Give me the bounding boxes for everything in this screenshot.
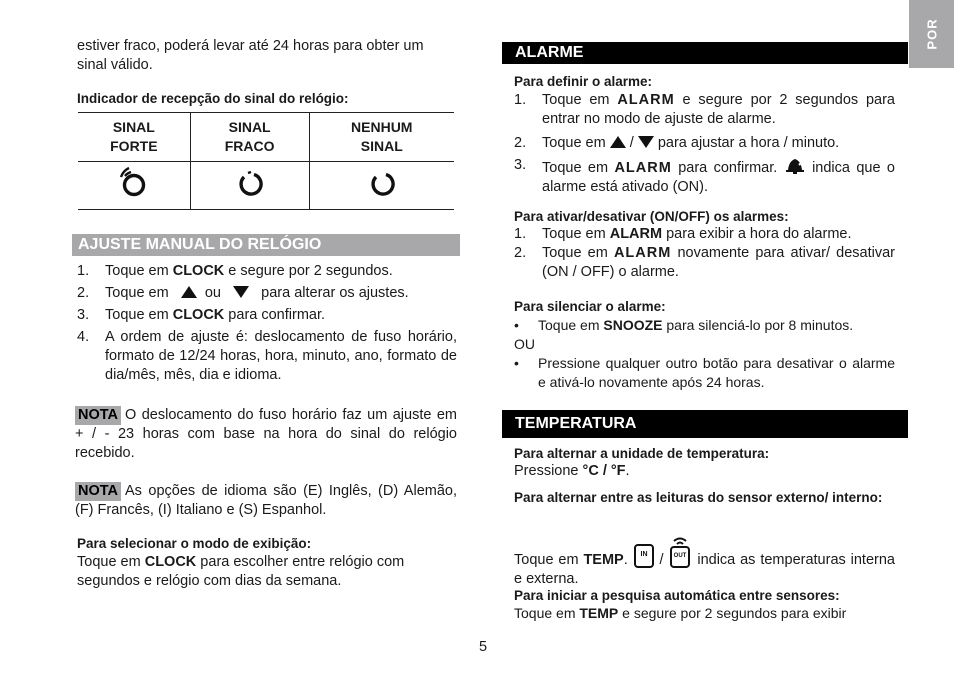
list-item: • Pressione qualquer outro botão para desativar o alarme e ativá-lo novamente após 24 horas. [514,355,895,390]
svg-text:OUT: OUT [674,553,687,559]
outdoor-icon [668,535,692,569]
svg-text:IN: IN [640,551,648,558]
alarm-header: ALARME [502,42,908,64]
manual-adjust-header: AJUSTE MANUAL DO RELÓGIO [72,234,460,256]
temperature-header: TEMPERATURA [502,410,908,438]
note-timezone: NOTA O deslocamento do fuso horário faz um ajuste em + / - 23 horas com base na hora do sinal do relógio recebido. [75,407,457,461]
list-item: 1. Toque em ALARM e segure por 2 segundos para entrar no modo de ajuste de alarme. [514,92,895,127]
display-mode-text: Toque em CLOCK para escolher entre relógio com segundos e relógio com dias da semana. [77,554,405,589]
set-alarm-title: Para definir o alarme: [514,74,653,89]
list-item: OU [514,336,535,352]
signal-table [78,112,454,210]
signal-header-weak: SINAL FRACO [190,113,309,162]
indicator-title: Indicador de recepção do sinal do relógio: [77,91,349,106]
language-tab [909,0,954,68]
up-arrow-icon [181,286,197,298]
no-signal-icon [367,168,397,198]
note-language: NOTA As opções de idioma são (E) Inglês, (D) Alemão, (F) Francês, (I) Italiano e (S) Espanhol. [75,483,457,518]
indoor-icon [633,543,655,569]
silence-list [514,316,895,392]
on-off-title: Para ativar/desativar (ON/OFF) os alarmes: [514,209,789,224]
unit-text: Pressione °C / °F. [514,463,630,479]
list-item: 4. A ordem de ajuste é: deslocamento de fuso horário, formato de 12/24 horas, hora, minuto, ano, formato de dia/mês, mês, dia e idioma. [77,329,457,383]
list-item: • Toque em SNOOZE para silenciá-lo por 8 minutos. [514,317,854,333]
list-item: 1. Toque em ALARM para exibir a hora do alarme. [514,226,852,242]
alarm-steps-list [514,91,895,197]
signal-weak-icon [235,168,265,198]
silence-title: Para silenciar o alarme: [514,299,666,314]
sensor-title: Para alternar entre as leituras do sensor externo/ interno: [514,490,883,505]
alarm-bell-icon [784,156,806,176]
signal-header-strong: SINAL FORTE [78,113,190,162]
up-arrow-icon [610,136,626,148]
list-item: 3. Toque em CLOCK para confirmar. [77,307,326,323]
list-item: 2. Toque em / para ajustar a hora / minuto. [514,135,840,151]
manual-steps-list [77,262,457,385]
sensor-text: Toque em TEMP. IN / OUT indica as temperaturas interna e externa. [514,535,895,589]
unit-title: Para alternar a unidade de temperatura: [514,446,770,461]
search-title: Para iniciar a pesquisa automática entre sensores: [514,588,840,603]
search-text: Toque em TEMP e segure por 2 segundos para exibir [514,605,847,621]
signal-strong-icon [117,166,151,200]
list-item: 2. Toque em ALARM novamente para ativar/ desativar (ON / OFF) o alarme. [514,245,895,280]
signal-header-none: NENHUM SINAL [309,113,454,162]
intro-text: estiver fraco, poderá levar até 24 horas para obter um sinal válido. [77,38,424,73]
down-arrow-icon [233,286,249,298]
list-item: 1. Toque em CLOCK e segure por 2 segundos. [77,263,393,279]
language-tab-label: POR [924,18,939,50]
list-item: 2. Toque em ou para alterar os ajustes. [77,285,409,301]
page-number: 5 [479,639,488,655]
down-arrow-icon [638,136,654,148]
list-item: 3. Toque em ALARM para confirmar. indica que o alarme está ativado (ON). [514,157,895,195]
note-badge: NOTA [75,482,121,501]
display-mode-title: Para selecionar o modo de exibição: [77,536,312,551]
on-off-steps-list [514,225,895,282]
note-badge: NOTA [75,406,121,425]
